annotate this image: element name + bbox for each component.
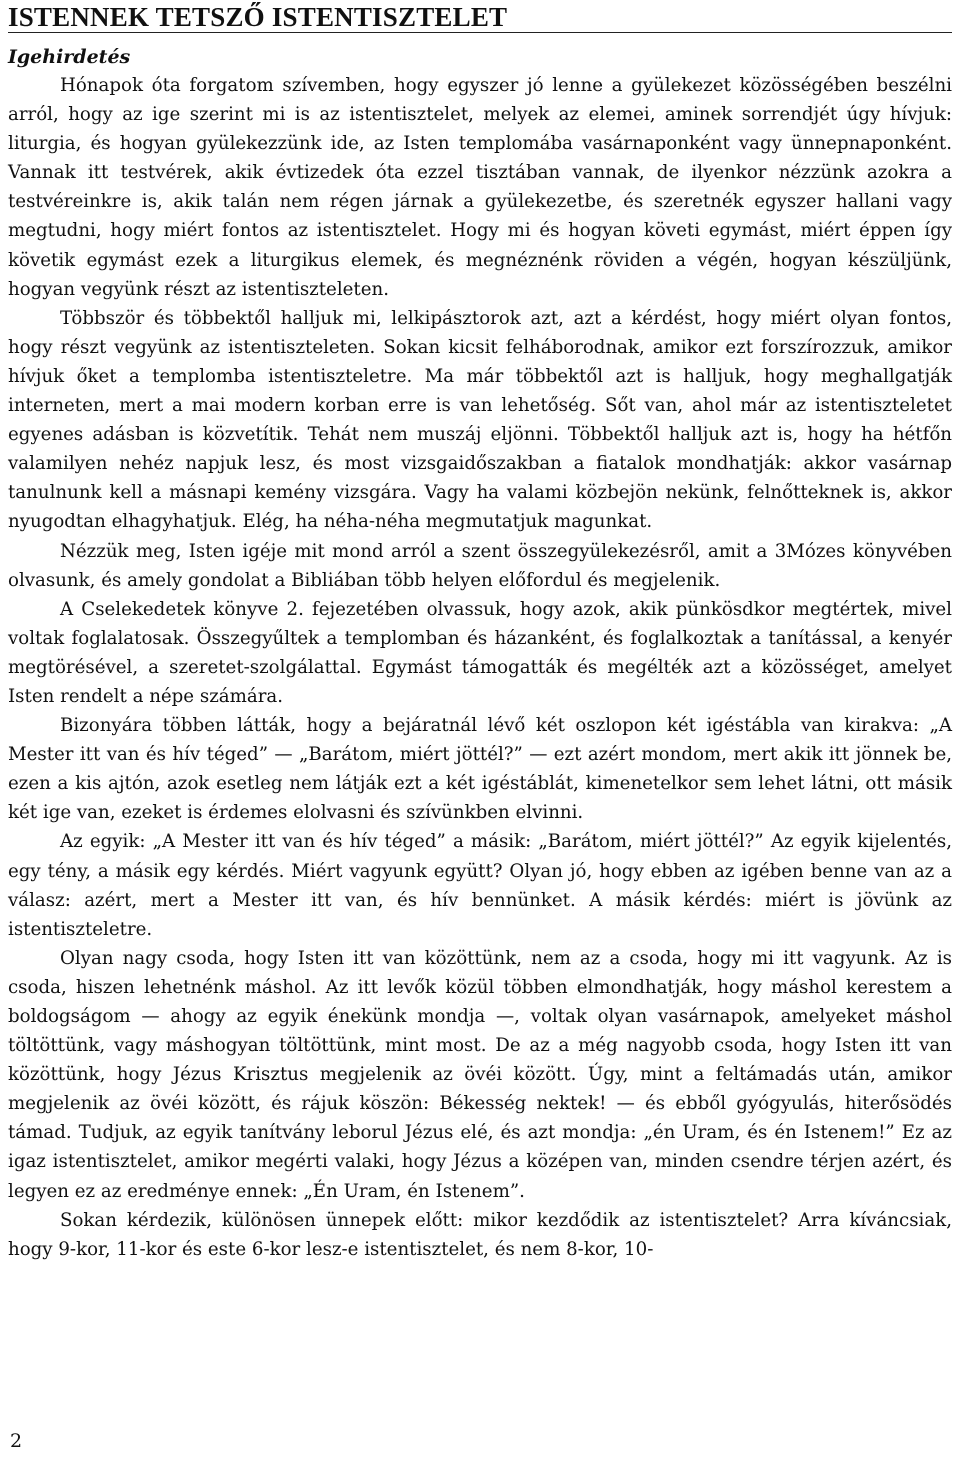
paragraph: Nézzük meg, Isten igéje mit mond arról a szent összegyülekezésről, amit a 3Mózes könyvében olvasunk, és amely gondolat a Bibliában több helyen előfordul és megjelenik. bbox=[8, 540, 952, 591]
section-heading: Igehirdetés bbox=[8, 46, 131, 68]
body-text bbox=[8, 71, 952, 1264]
document-page bbox=[8, 0, 952, 1264]
paragraph: Bizonyára többen látták, hogy a bejáratnál lévő két oszlopon két igéstábla van kirakva: „A Mester itt van és hív téged” — „Barátom, miért jöttél?” — ezt azért mondom, mert akik itt jönnek be, ezen a kis ajtón, azok esetleg nem látják ezt a két igéstáblát, kimenetelkor sem lehet látni, ott másik két ige van, ezeket is érdemes elolvasni és szívünkben elvinni. bbox=[8, 715, 952, 824]
paragraph: Sokan kérdezik, különösen ünnepek előtt: mikor kezdődik az istentisztelet? Arra kíváncsiak, hogy 9-kor, 11-kor és este 6-kor lesz-e istentisztelet, és nem 8-kor, 10- bbox=[8, 1209, 952, 1260]
paragraph: Az egyik: „A Mester itt van és hív téged” a másik: „Barátom, miért jöttél?” Az egyik kijelentés, egy tény, a másik egy kérdés. Miért vagyunk együtt? Olyan jó, hogy ebben az igében benne van az a válasz: azért, mert a Mester itt van, és hív bennünket. A másik kérdés: miért is jövünk az istentiszteletre. bbox=[8, 831, 952, 940]
title-bar bbox=[8, 0, 952, 33]
page-number: 2 bbox=[10, 1430, 23, 1452]
page-title: ISTENNEK TETSZŐ ISTENTISZTELET bbox=[8, 2, 508, 32]
paragraph: Olyan nagy csoda, hogy Isten itt van közöttünk, nem az a csoda, hogy mi itt vagyunk. Az is csoda, hiszen lehetnénk máshol. Az itt levők közül többen elmondhatják, hogy máshol kerestem a boldogságom — ahogy az egyik énekünk mondja —, voltak olyan vasárnapok, amelyeket máshol töltöttünk, vagy máshogyan töltöttünk, mint most. De az a még nagyobb csoda, hogy Isten itt van közöttünk, hogy Jézus Krisztus megjelenik az övéi között. Úgy, mint a feltámadás után, amikor megjelenik az övéi között, és rájuk köszön: Békesség nektek! — és ebből gyógyulás, hiterősödés támad. Tudjuk, az egyik tanítvány leborul Jézus elé, és azt mondja: „én Uram, és én Istenem!” Ez az igaz istentisztelet, amikor megérti valaki, hogy Jézus a középen van, minden csendre térjen azért, és legyen ez az eredménye ennek: „Én Uram, én Istenem”. bbox=[8, 947, 952, 1202]
paragraph: A Cselekedetek könyve 2. fejezetében olvassuk, hogy azok, akik pünkösdkor megtértek, mivel voltak foglalatosak. Összegyűltek a templomban és házanként, és foglalkoztak a tanítással, a kenyér megtörésével, a szeretet-szolgálattal. Egymást támogatták és megélték azt a közösséget, amelyet Isten rendelt a népe számára. bbox=[8, 598, 952, 707]
paragraph: Hónapok óta forgatom szívemben, hogy egyszer jó lenne a gyülekezet közösségében beszélni arról, hogy az ige szerint mi is az istentisztelet, melyek az elemei, aminek sorrendjét úgy hívjuk: liturgia, és hogyan gyülekezzünk ide, az Isten templomába vasárnaponként vagy ünnepnaponként. Vannak itt testvérek, akik évtizedek óta ezzel tisztában vannak, de ilyenkor nézzünk azokra a testvéreinkre is, akik talán nem régen járnak a gyülekezetbe, és szeretnék egyszer hallani vagy megtudni, hogy miért fontos az istentisztelet. Hogy mi és hogyan követi egymást, miért éppen így követik egymást ezek a liturgikus elemek, és megnéznénk röviden a végén, hogyan készüljünk, hogyan vegyünk részt az istentiszteleten. bbox=[8, 75, 952, 300]
paragraph: Többször és többektől halljuk mi, lelkipásztorok azt, azt a kérdést, hogy miért olyan fontos, hogy részt vegyünk az istentiszteleten. Sokan kicsit felháborodnak, amikor ezt forszírozzuk, amikor hívjuk őket a templomba istentiszteletre. Ma már többektől azt is halljuk, hogy meghallgatják interneten, mert a mai modern korban erre is van lehetőség. Sőt van, ahol már az istentiszteletet egyenes adásban is közvetítik. Tehát nem muszáj eljönni. Többektől halljuk azt is, hogy ha hétfőn valamilyen nehéz napjuk lesz, és most vizsgaidőszakban a fiatalok mondhatják: akkor vasárnap tanulnunk kell a másnapi kemény vizsgára. Vagy ha valami közbejön nekünk, felnőtteknek is, akkor nyugodtan elhagyhatjuk. Elég, ha néha-néha megmutatjuk magunkat. bbox=[8, 307, 952, 533]
